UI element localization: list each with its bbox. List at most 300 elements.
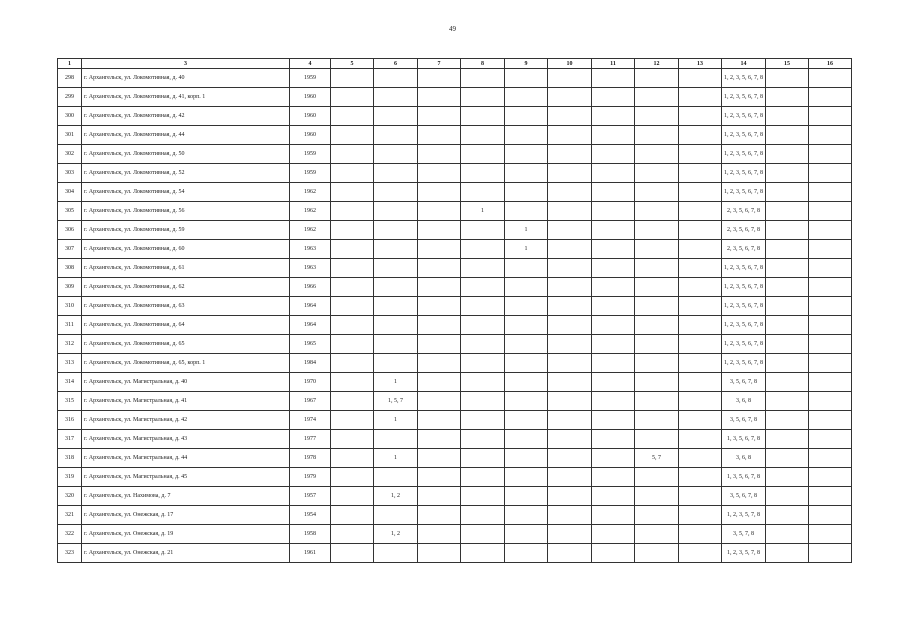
col-5-cell: [331, 202, 374, 221]
col-12-cell: [635, 392, 679, 411]
table-row: [58, 525, 852, 544]
col-12-cell: [635, 164, 679, 183]
buildings-table: [57, 58, 852, 563]
row-number: 302: [58, 145, 82, 164]
col-10-cell: [548, 373, 592, 392]
col-16-cell: [809, 354, 852, 373]
col-7-cell: [418, 354, 461, 373]
col-10-cell: [548, 430, 592, 449]
col-7-cell: [418, 487, 461, 506]
col-13-cell: [679, 430, 722, 449]
year-cell: 1962: [290, 221, 331, 240]
col-5-cell: [331, 449, 374, 468]
year-cell: 1960: [290, 126, 331, 145]
col-7-cell: [418, 430, 461, 449]
col-6-cell: [374, 506, 418, 525]
col-10-cell: [548, 126, 592, 145]
col-8-cell: [461, 430, 505, 449]
col-8-cell: [461, 373, 505, 392]
col-10-cell: [548, 506, 592, 525]
col-15-cell: [766, 544, 809, 563]
col-5-cell: [331, 259, 374, 278]
col-11-cell: [592, 221, 635, 240]
year-cell: 1960: [290, 107, 331, 126]
col-13-cell: [679, 506, 722, 525]
address-cell: г. Архангельск, ул. Онежская, д. 19: [82, 525, 290, 544]
col-9-cell: [505, 373, 548, 392]
year-cell: 1963: [290, 240, 331, 259]
col-6-cell: 1, 2: [374, 525, 418, 544]
col-14-cell: 1, 2, 3, 5, 6, 7, 8: [722, 259, 766, 278]
address-cell: г. Архангельск, ул. Локомотивная, д. 42: [82, 107, 290, 126]
col-9-cell: [505, 316, 548, 335]
address-cell: г. Архангельск, ул. Локомотивная, д. 56: [82, 202, 290, 221]
table-row: [58, 335, 852, 354]
col-9-cell: [505, 278, 548, 297]
col-11-cell: [592, 164, 635, 183]
column-header-5: 5: [331, 59, 374, 69]
col-15-cell: [766, 164, 809, 183]
year-cell: 1959: [290, 145, 331, 164]
year-cell: 1954: [290, 506, 331, 525]
column-header-7: 7: [418, 59, 461, 69]
col-14-cell: 1, 2, 3, 5, 6, 7, 8: [722, 69, 766, 88]
year-cell: 1984: [290, 354, 331, 373]
col-11-cell: [592, 259, 635, 278]
year-cell: 1970: [290, 373, 331, 392]
col-6-cell: [374, 278, 418, 297]
col-10-cell: [548, 145, 592, 164]
col-12-cell: [635, 88, 679, 107]
col-8-cell: [461, 449, 505, 468]
row-number: 321: [58, 506, 82, 525]
col-11-cell: [592, 354, 635, 373]
col-16-cell: [809, 411, 852, 430]
col-8-cell: [461, 145, 505, 164]
col-5-cell: [331, 354, 374, 373]
row-number: 320: [58, 487, 82, 506]
row-number: 305: [58, 202, 82, 221]
col-9-cell: [505, 183, 548, 202]
col-14-cell: 3, 5, 6, 7, 8: [722, 487, 766, 506]
col-11-cell: [592, 487, 635, 506]
col-6-cell: [374, 202, 418, 221]
address-cell: г. Архангельск, ул. Магистральная, д. 40: [82, 373, 290, 392]
col-10-cell: [548, 411, 592, 430]
col-15-cell: [766, 411, 809, 430]
col-5-cell: [331, 411, 374, 430]
table-row: [58, 278, 852, 297]
col-7-cell: [418, 449, 461, 468]
col-5-cell: [331, 468, 374, 487]
address-cell: г. Архангельск, ул. Локомотивная, д. 40: [82, 69, 290, 88]
col-11-cell: [592, 183, 635, 202]
col-14-cell: 1, 2, 3, 5, 6, 7, 8: [722, 335, 766, 354]
col-11-cell: [592, 240, 635, 259]
col-13-cell: [679, 449, 722, 468]
col-8-cell: [461, 69, 505, 88]
col-13-cell: [679, 145, 722, 164]
page-number: 49: [449, 25, 456, 33]
column-header-13: 13: [679, 59, 722, 69]
column-header-8: 8: [461, 59, 505, 69]
col-13-cell: [679, 468, 722, 487]
col-13-cell: [679, 392, 722, 411]
year-cell: 1959: [290, 164, 331, 183]
col-9-cell: 1: [505, 240, 548, 259]
year-cell: 1966: [290, 278, 331, 297]
col-12-cell: [635, 316, 679, 335]
col-6-cell: [374, 354, 418, 373]
col-8-cell: [461, 107, 505, 126]
year-cell: 1961: [290, 544, 331, 563]
col-5-cell: [331, 506, 374, 525]
col-14-cell: 1, 2, 3, 5, 6, 7, 8: [722, 126, 766, 145]
col-16-cell: [809, 107, 852, 126]
col-11-cell: [592, 449, 635, 468]
col-9-cell: [505, 297, 548, 316]
col-8-cell: 1: [461, 202, 505, 221]
header-row: [58, 59, 852, 69]
col-6-cell: [374, 316, 418, 335]
col-6-cell: 1: [374, 449, 418, 468]
col-9-cell: [505, 430, 548, 449]
col-14-cell: 3, 5, 7, 8: [722, 525, 766, 544]
col-16-cell: [809, 297, 852, 316]
address-cell: г. Архангельск, ул. Локомотивная, д. 65: [82, 335, 290, 354]
col-5-cell: [331, 487, 374, 506]
year-cell: 1960: [290, 88, 331, 107]
row-number: 312: [58, 335, 82, 354]
col-9-cell: [505, 259, 548, 278]
col-9-cell: [505, 506, 548, 525]
col-13-cell: [679, 354, 722, 373]
col-11-cell: [592, 107, 635, 126]
address-cell: г. Архангельск, ул. Магистральная, д. 41: [82, 392, 290, 411]
col-6-cell: [374, 335, 418, 354]
table-row: [58, 487, 852, 506]
col-10-cell: [548, 240, 592, 259]
column-header-16: 16: [809, 59, 852, 69]
address-cell: г. Архангельск, ул. Магистральная, д. 44: [82, 449, 290, 468]
row-number: 300: [58, 107, 82, 126]
col-11-cell: [592, 316, 635, 335]
row-number: 317: [58, 430, 82, 449]
year-cell: 1978: [290, 449, 331, 468]
address-cell: г. Архангельск, ул. Локомотивная, д. 61: [82, 259, 290, 278]
col-6-cell: [374, 259, 418, 278]
col-7-cell: [418, 240, 461, 259]
col-16-cell: [809, 316, 852, 335]
address-cell: г. Архангельск, ул. Локомотивная, д. 44: [82, 126, 290, 145]
col-14-cell: 2, 3, 5, 6, 7, 8: [722, 240, 766, 259]
col-6-cell: [374, 468, 418, 487]
col-5-cell: [331, 544, 374, 563]
col-15-cell: [766, 107, 809, 126]
col-11-cell: [592, 88, 635, 107]
col-7-cell: [418, 202, 461, 221]
row-number: 301: [58, 126, 82, 145]
col-11-cell: [592, 392, 635, 411]
table-row: [58, 468, 852, 487]
col-16-cell: [809, 88, 852, 107]
col-14-cell: 1, 2, 3, 5, 7, 8: [722, 506, 766, 525]
col-14-cell: 2, 3, 5, 6, 7, 8: [722, 202, 766, 221]
row-number: 310: [58, 297, 82, 316]
col-12-cell: [635, 544, 679, 563]
column-header-14: 14: [722, 59, 766, 69]
row-number: 315: [58, 392, 82, 411]
col-9-cell: [505, 525, 548, 544]
col-7-cell: [418, 411, 461, 430]
col-10-cell: [548, 468, 592, 487]
col-11-cell: [592, 373, 635, 392]
address-cell: г. Архангельск, ул. Магистральная, д. 42: [82, 411, 290, 430]
address-cell: г. Архангельск, ул. Нахимова, д. 7: [82, 487, 290, 506]
col-13-cell: [679, 126, 722, 145]
col-15-cell: [766, 297, 809, 316]
col-16-cell: [809, 544, 852, 563]
col-15-cell: [766, 221, 809, 240]
table-row: [58, 354, 852, 373]
col-8-cell: [461, 487, 505, 506]
row-number: 304: [58, 183, 82, 202]
col-11-cell: [592, 544, 635, 563]
col-13-cell: [679, 278, 722, 297]
year-cell: 1962: [290, 183, 331, 202]
col-10-cell: [548, 221, 592, 240]
col-11-cell: [592, 468, 635, 487]
col-15-cell: [766, 278, 809, 297]
col-16-cell: [809, 430, 852, 449]
col-8-cell: [461, 240, 505, 259]
address-cell: г. Архангельск, ул. Онежская, д. 17: [82, 506, 290, 525]
col-14-cell: 1, 2, 3, 5, 6, 7, 8: [722, 88, 766, 107]
col-11-cell: [592, 126, 635, 145]
col-10-cell: [548, 449, 592, 468]
col-16-cell: [809, 145, 852, 164]
col-9-cell: 1: [505, 221, 548, 240]
col-15-cell: [766, 449, 809, 468]
col-13-cell: [679, 316, 722, 335]
col-13-cell: [679, 202, 722, 221]
col-5-cell: [331, 297, 374, 316]
col-9-cell: [505, 354, 548, 373]
col-7-cell: [418, 145, 461, 164]
col-6-cell: [374, 221, 418, 240]
col-10-cell: [548, 69, 592, 88]
col-10-cell: [548, 88, 592, 107]
address-cell: г. Архангельск, ул. Локомотивная, д. 62: [82, 278, 290, 297]
row-number: 319: [58, 468, 82, 487]
year-cell: 1979: [290, 468, 331, 487]
col-8-cell: [461, 126, 505, 145]
col-15-cell: [766, 69, 809, 88]
address-cell: г. Архангельск, ул. Локомотивная, д. 41, корп. 1: [82, 88, 290, 107]
col-7-cell: [418, 335, 461, 354]
col-15-cell: [766, 126, 809, 145]
table-row: [58, 145, 852, 164]
col-16-cell: [809, 164, 852, 183]
col-12-cell: [635, 297, 679, 316]
row-number: 307: [58, 240, 82, 259]
col-9-cell: [505, 487, 548, 506]
year-cell: 1974: [290, 411, 331, 430]
col-7-cell: [418, 525, 461, 544]
col-5-cell: [331, 221, 374, 240]
col-8-cell: [461, 392, 505, 411]
col-15-cell: [766, 373, 809, 392]
col-6-cell: [374, 183, 418, 202]
table-row: [58, 430, 852, 449]
col-12-cell: [635, 202, 679, 221]
col-8-cell: [461, 221, 505, 240]
col-9-cell: [505, 69, 548, 88]
table-row: [58, 259, 852, 278]
col-7-cell: [418, 544, 461, 563]
year-cell: 1964: [290, 316, 331, 335]
col-6-cell: [374, 69, 418, 88]
col-9-cell: [505, 126, 548, 145]
col-10-cell: [548, 297, 592, 316]
col-14-cell: 1, 2, 3, 5, 6, 7, 8: [722, 316, 766, 335]
col-11-cell: [592, 525, 635, 544]
col-15-cell: [766, 202, 809, 221]
col-14-cell: 1, 2, 3, 5, 7, 8: [722, 544, 766, 563]
col-8-cell: [461, 316, 505, 335]
address-cell: г. Архангельск, ул. Локомотивная, д. 65, корп. 1: [82, 354, 290, 373]
col-12-cell: [635, 145, 679, 164]
col-16-cell: [809, 468, 852, 487]
col-15-cell: [766, 392, 809, 411]
col-7-cell: [418, 468, 461, 487]
col-8-cell: [461, 354, 505, 373]
col-14-cell: 1, 2, 3, 5, 6, 7, 8: [722, 107, 766, 126]
col-8-cell: [461, 335, 505, 354]
column-header-6: 6: [374, 59, 418, 69]
row-number: 318: [58, 449, 82, 468]
col-15-cell: [766, 525, 809, 544]
col-6-cell: [374, 107, 418, 126]
col-14-cell: 3, 6, 8: [722, 392, 766, 411]
col-6-cell: 1: [374, 411, 418, 430]
col-9-cell: [505, 468, 548, 487]
col-12-cell: [635, 221, 679, 240]
col-5-cell: [331, 107, 374, 126]
col-10-cell: [548, 487, 592, 506]
row-number: 322: [58, 525, 82, 544]
col-12-cell: [635, 525, 679, 544]
col-7-cell: [418, 107, 461, 126]
col-12-cell: [635, 487, 679, 506]
col-10-cell: [548, 107, 592, 126]
table-row: [58, 411, 852, 430]
year-cell: 1963: [290, 259, 331, 278]
col-12-cell: [635, 259, 679, 278]
col-8-cell: [461, 88, 505, 107]
col-14-cell: 1, 3, 5, 6, 7, 8: [722, 468, 766, 487]
col-15-cell: [766, 183, 809, 202]
col-15-cell: [766, 316, 809, 335]
col-15-cell: [766, 335, 809, 354]
year-cell: 1957: [290, 487, 331, 506]
column-header-10: 10: [548, 59, 592, 69]
row-number: 311: [58, 316, 82, 335]
table-row: [58, 126, 852, 145]
column-header-1: 1: [58, 59, 82, 69]
col-7-cell: [418, 316, 461, 335]
col-16-cell: [809, 525, 852, 544]
table-row: [58, 69, 852, 88]
col-9-cell: [505, 411, 548, 430]
col-7-cell: [418, 183, 461, 202]
col-14-cell: 3, 5, 6, 7, 8: [722, 373, 766, 392]
col-12-cell: [635, 107, 679, 126]
col-14-cell: 1, 2, 3, 5, 6, 7, 8: [722, 145, 766, 164]
col-16-cell: [809, 221, 852, 240]
col-14-cell: 2, 3, 5, 6, 7, 8: [722, 221, 766, 240]
col-13-cell: [679, 69, 722, 88]
col-9-cell: [505, 107, 548, 126]
col-15-cell: [766, 487, 809, 506]
col-7-cell: [418, 506, 461, 525]
col-5-cell: [331, 240, 374, 259]
col-13-cell: [679, 240, 722, 259]
row-number: 299: [58, 88, 82, 107]
row-number: 303: [58, 164, 82, 183]
table-row: [58, 449, 852, 468]
col-8-cell: [461, 468, 505, 487]
col-13-cell: [679, 183, 722, 202]
col-6-cell: [374, 164, 418, 183]
col-12-cell: 5, 7: [635, 449, 679, 468]
col-16-cell: [809, 126, 852, 145]
address-cell: г. Архангельск, ул. Магистральная, д. 43: [82, 430, 290, 449]
col-10-cell: [548, 278, 592, 297]
col-12-cell: [635, 69, 679, 88]
col-8-cell: [461, 506, 505, 525]
year-cell: 1964: [290, 297, 331, 316]
table-row: [58, 297, 852, 316]
col-12-cell: [635, 183, 679, 202]
col-9-cell: [505, 164, 548, 183]
col-5-cell: [331, 69, 374, 88]
col-8-cell: [461, 278, 505, 297]
col-5-cell: [331, 316, 374, 335]
table-row: [58, 88, 852, 107]
col-8-cell: [461, 525, 505, 544]
col-12-cell: [635, 278, 679, 297]
col-11-cell: [592, 411, 635, 430]
col-12-cell: [635, 126, 679, 145]
col-9-cell: [505, 88, 548, 107]
col-8-cell: [461, 411, 505, 430]
column-header-9: 9: [505, 59, 548, 69]
col-6-cell: 1, 2: [374, 487, 418, 506]
col-9-cell: [505, 392, 548, 411]
col-12-cell: [635, 240, 679, 259]
col-7-cell: [418, 373, 461, 392]
col-7-cell: [418, 69, 461, 88]
col-10-cell: [548, 316, 592, 335]
col-10-cell: [548, 202, 592, 221]
col-13-cell: [679, 88, 722, 107]
col-11-cell: [592, 202, 635, 221]
table-row: [58, 373, 852, 392]
col-6-cell: [374, 88, 418, 107]
col-13-cell: [679, 525, 722, 544]
col-8-cell: [461, 544, 505, 563]
